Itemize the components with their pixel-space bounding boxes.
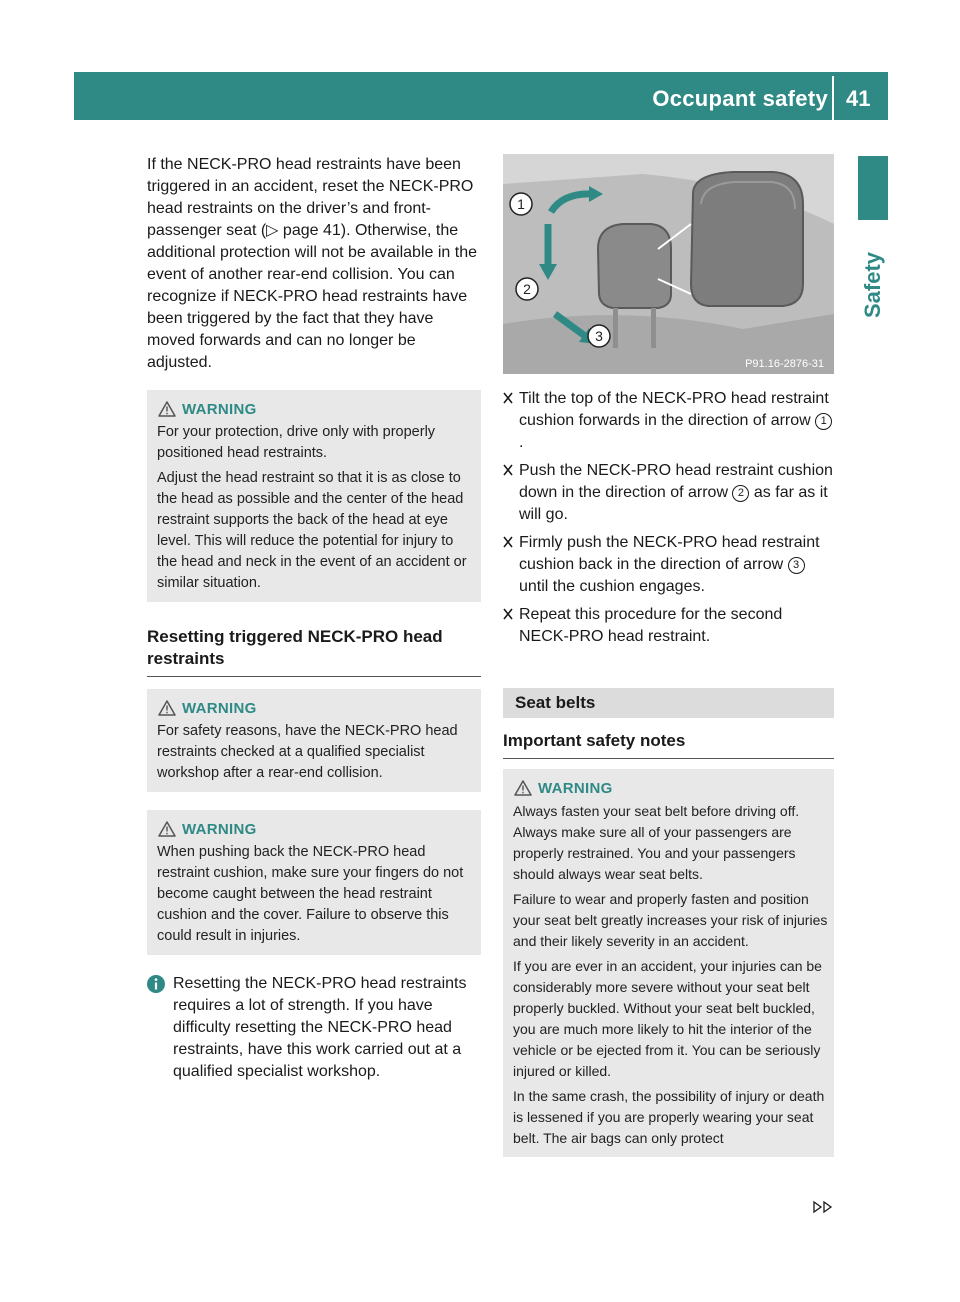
step-item: Repeat this procedure for the second NECK-PRO head restraint. — [503, 604, 834, 648]
continued-arrow-icon — [812, 1200, 834, 1214]
warning-text: Always fasten your seat belt before driving off. Always make sure all of your passengers are properly restrained. You and your passengers should always wear seat belts. — [513, 803, 800, 882]
section-heading-resetting: Resetting triggered NECK-PRO head restraints — [147, 626, 481, 677]
head-restraint-photo — [503, 154, 834, 374]
warning-text: When pushing back the NECK-PRO head restraint cushion, make sure your fingers do not become caught between the head restraint cushion and the cover. Failure to observe this could result in injuries. — [157, 844, 464, 944]
warning-label: WARNING — [538, 779, 613, 797]
warning-text: In the same crash, the possibility of injury or death is lessened if you are properly wearing your seat belt. The air bags can only protect — [513, 1088, 825, 1146]
warning-text: For your protection, drive only with properly positioned head restraints. — [157, 424, 436, 461]
info-text: Resetting the NECK-PRO head restraints requires a lot of strength. If you have difficulty resetting the NECK-PRO head restraints, have this work carried out at a qualified specialist workshop. — [173, 975, 467, 1080]
step-item: Tilt the top of the NECK-PRO head restraint cushion forwards in the direction of arrow 1. — [503, 388, 834, 454]
arrow-ref: 1 — [815, 413, 832, 430]
callout-3-label: 3 — [595, 328, 603, 344]
info-icon — [147, 975, 165, 993]
step-bullet-icon — [503, 463, 513, 477]
warning-box-fingers — [147, 810, 481, 955]
head-restraint-illustration — [503, 154, 834, 374]
warning-box-rear-end — [147, 689, 481, 792]
section-tab-label: Safety — [860, 251, 885, 319]
warning-label: WARNING — [182, 400, 257, 418]
callout-2-label: 2 — [523, 281, 531, 297]
section-tab-marker — [858, 156, 888, 220]
warning-triangle-icon — [158, 700, 176, 716]
important-safety-heading: Important safety notes — [503, 730, 834, 759]
step-item: Push the NECK-PRO head restraint cushion down in the direction of arrow 2 as far as it will go. — [503, 460, 834, 526]
arrow-ref: 3 — [788, 557, 805, 574]
step-bullet-icon — [503, 535, 513, 549]
step-bullet-icon — [503, 391, 513, 405]
arrow-ref: 2 — [732, 485, 749, 502]
step-item: Firmly push the NECK-PRO head restraint cushion back in the direction of arrow 3 until the cushion engages. — [503, 532, 834, 598]
photo-reference-code: P91.16-2876-31 — [745, 358, 824, 370]
page-title: Occupant safety — [652, 86, 828, 111]
warning-text: Adjust the head restraint so that it is as close to the head as possible and the center of the head restraint supports the back of the head at eye level. This will reduce the potential for injury to the head and neck in the event of an accident or similar situation. — [157, 470, 467, 591]
step-bullet-icon — [503, 607, 513, 621]
warning-triangle-icon — [158, 821, 176, 837]
warning-text: Failure to wear and properly fasten and position your seat belt greatly increases your risk of injuries and their likely severity in an accident. — [513, 891, 828, 949]
warning-text: For safety reasons, have the NECK-PRO head restraints checked at a qualified specialist workshop after a rear-end collision. — [157, 723, 458, 781]
page-number: 41 — [846, 86, 871, 111]
warning-label: WARNING — [182, 820, 257, 838]
intro-paragraph: If the NECK-PRO head restraints have been triggered in an accident, reset the NECK-PRO head restraints on the driver’s and front-passenger seat (▷ page 41). Otherwise, the additional protection will not be available in the event of another rear-end collision. You can recognize if NECK-PRO head restraints have been triggered by the fact that they have moved forwards and can no longer be adjusted. — [147, 156, 477, 371]
warning-triangle-icon — [514, 780, 532, 796]
instruction-steps — [503, 388, 834, 648]
header-divider — [832, 76, 834, 120]
callout-1-label: 1 — [517, 196, 525, 212]
left-column — [147, 154, 481, 1083]
seat-belts-heading: Seat belts — [503, 688, 834, 718]
info-note — [147, 973, 481, 1083]
warning-text: If you are ever in an accident, your injuries can be considerably more severe without your seat belt properly buckled. Without your seat belt buckled, you are much more likely to hit the interior of the vehicle or be ejected from it. You can be seriously injured or killed. — [513, 958, 822, 1079]
warning-box-head-restraints — [147, 390, 481, 602]
warning-label: WARNING — [182, 699, 257, 717]
warning-triangle-icon — [158, 401, 176, 417]
warning-box-seat-belts — [503, 769, 834, 1157]
right-column — [503, 154, 834, 1157]
